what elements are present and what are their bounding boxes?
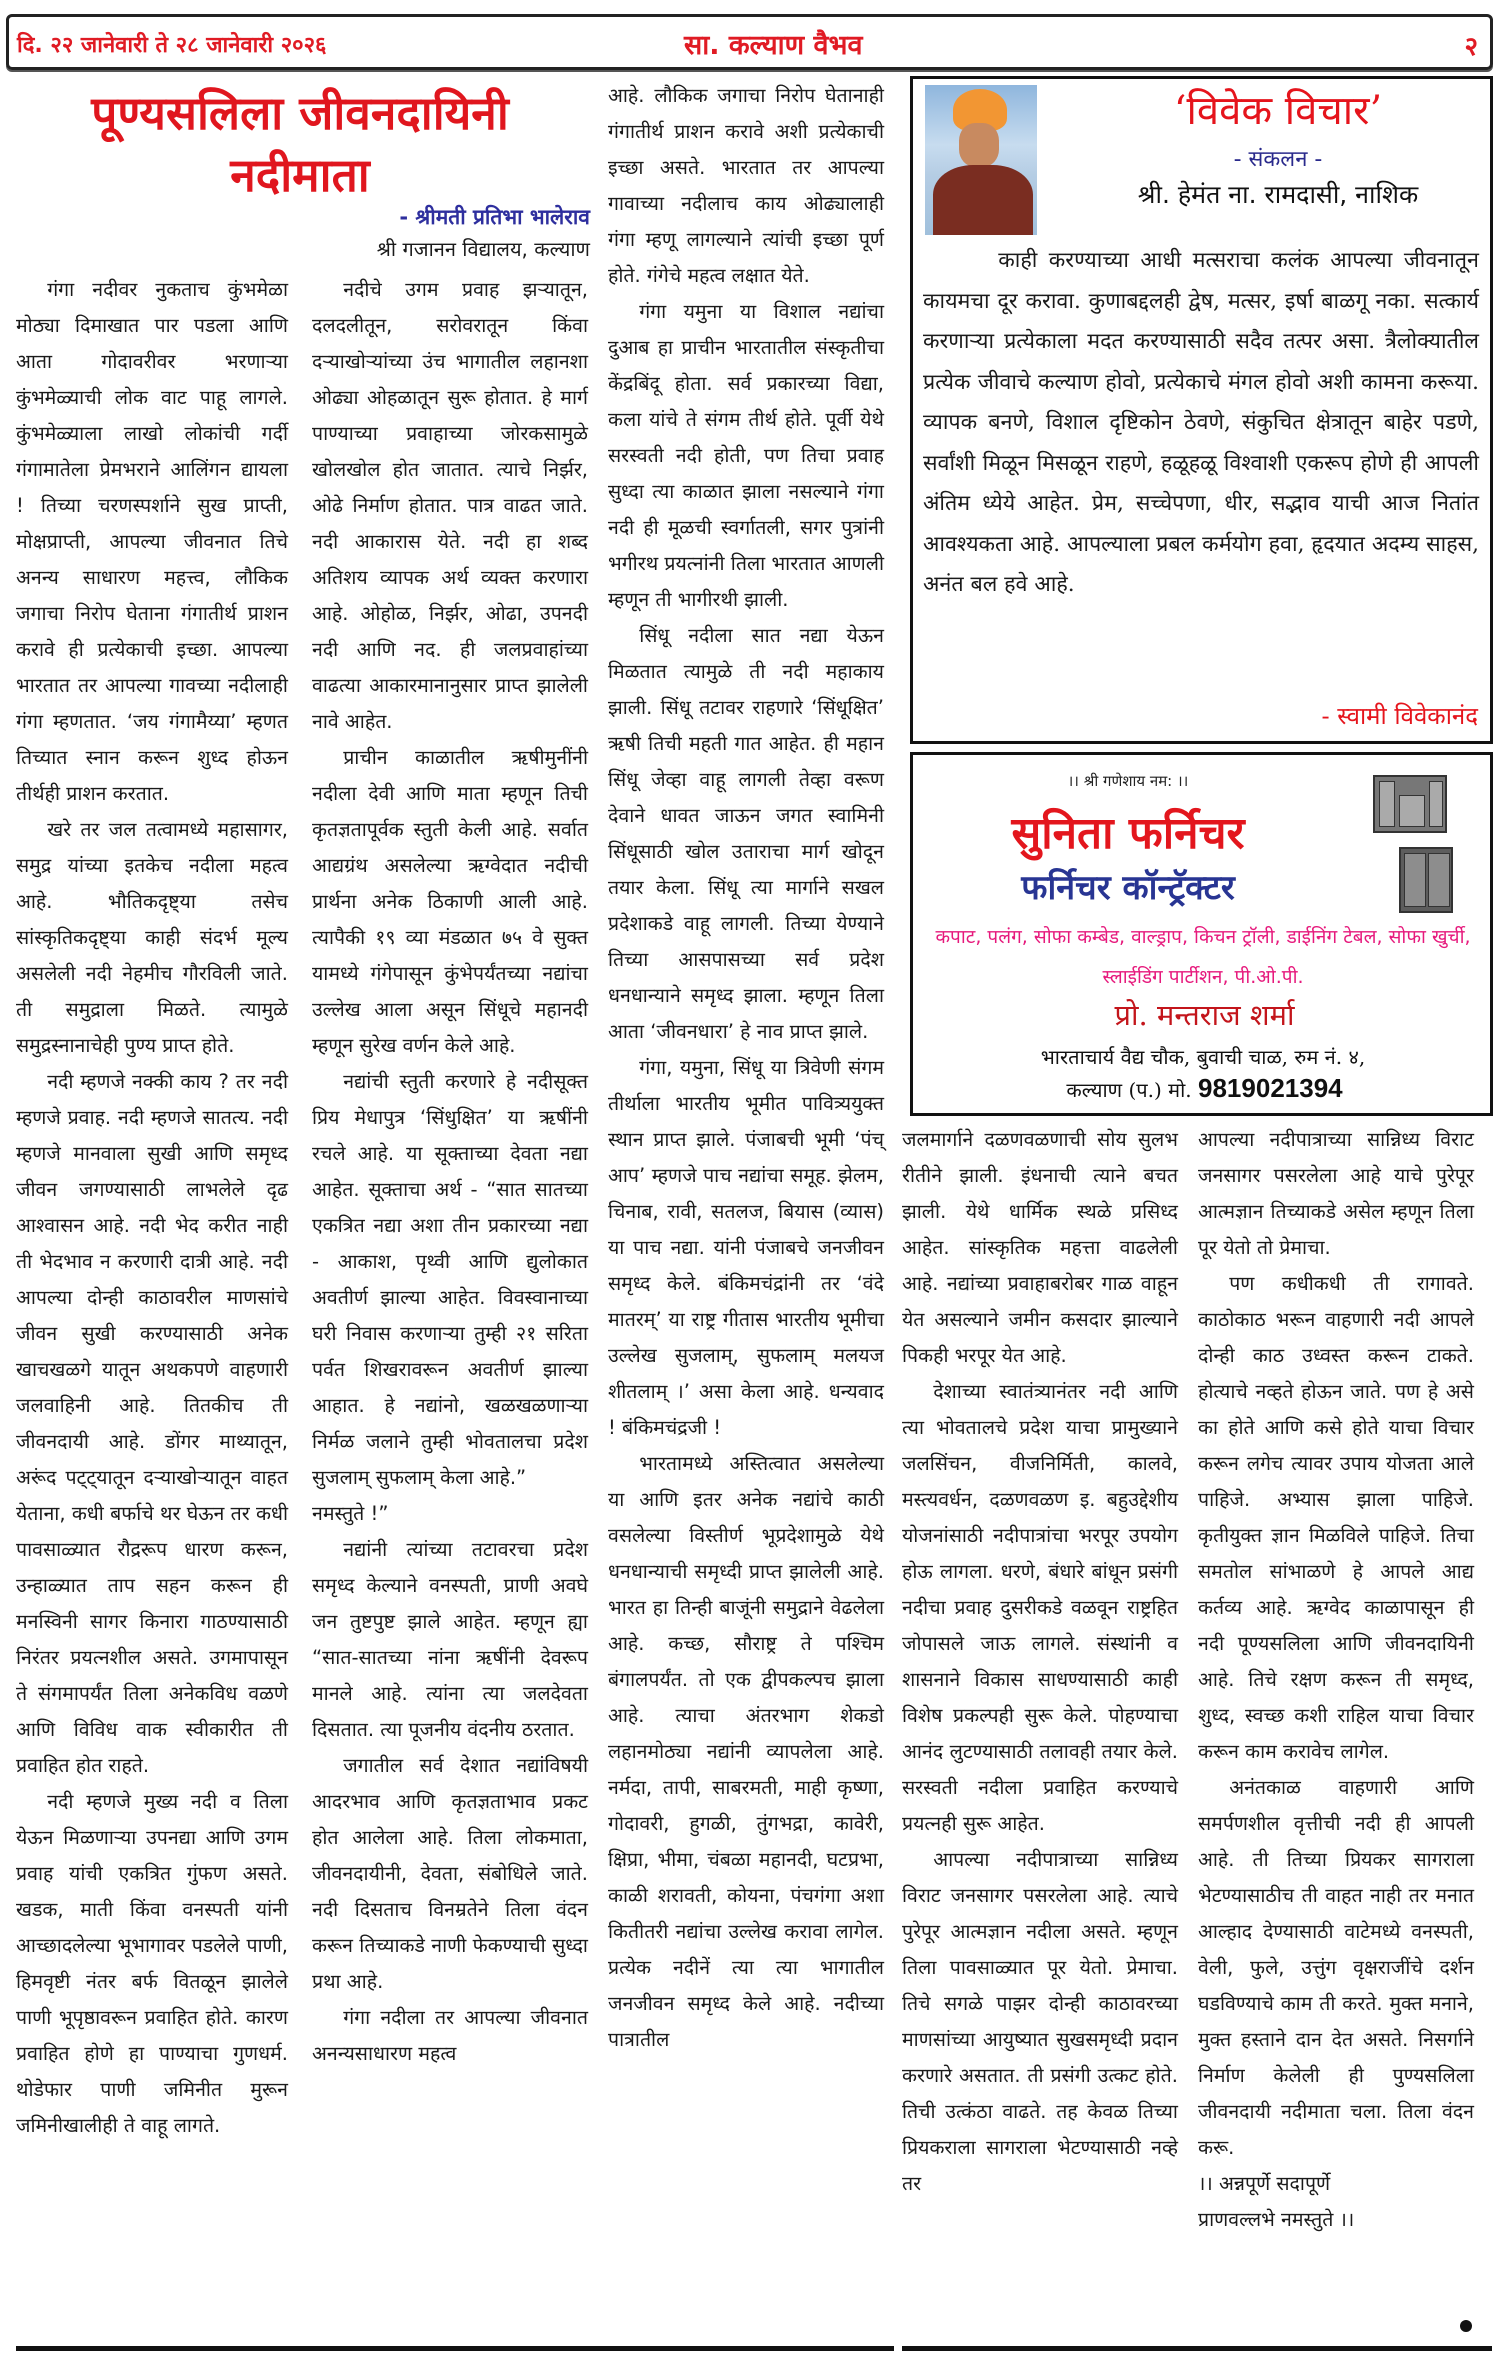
author-affiliation: श्री गजानन विद्यालय, कल्याण (376, 237, 590, 261)
end-of-article-bullet-icon (1460, 2320, 1472, 2332)
ad-invocation: ।। श्री गणेशाय नम: ।। (1067, 772, 1189, 790)
quote-text: काही करण्याच्या आधी मत्सराचा कलंक आपल्या जीवनातून कायमचा दूर करावा. कुणाबद्दलही द्वेष, मत्सर, इर्षा बाळगू नका. सत्कार्य करणाऱ्या प्रत्येकाला मदत करण्यासाठी सदैव तत्पर असा. त्रैलोक्यातील प्रत्येक जीवाचे कल्याण होवो, प्रत्येकाचे मंगल होवो अशी कामना करूया. व्यापक बनणे, विशाल दृष्टिकोन ठेवणे, संकुचित क्षेत्रातून बाहेर पडणे, सर्वांशी मिळून मिसळून राहणे, हळूहळू विश्वाशी एकरूप होणे ही आपली अंतिम ध्येये आहेत. प्रेम, सच्चेपणा, धीर, सद्भाव याची आज नितांत आवश्यकता आहे. आपल्याला प्रबल कर्मयोग हवा, हृदयात अदम्य साहस, अनंत बल हवे आहे. (923, 248, 1479, 597)
page-number: २ (1464, 32, 1478, 62)
wardrobe-image (1373, 775, 1447, 833)
paragraph: जलमार्गाने दळणवळणाची सोय सुलभ रीतीने झाली. इंधनाची त्याने बचत झाली. येथे धार्मिक स्थळे प्रसिध्द आहेत. सांस्कृतिक महत्ता वाढलेली आहे. नद्यांच्या प्रवाहाबरोबर गाळ वाहून येत असल्याने जमीन कसदार झाल्याने पिकही भरपूर येत आहे. (902, 1128, 1178, 1367)
bottom-divider (16, 2346, 894, 2351)
paragraph: नद्यांनी त्यांच्या तटावरचा प्रदेश समृध्द केल्याने वनस्पती, प्राणी अवघे जन तुष्टपुष्ट झाले आहेत. म्हणून ह्या “सात-सातच्या नांना ऋषींनी देवरूप मानले आहे. त्यांना त्या जलदेवता दिसतात. त्या पूजनीय वंदनीय ठरतात. (312, 1538, 588, 1741)
paragraph: देशाच्या स्वातंत्र्यानंतर नदी आणि त्या भोवतालचे प्रदेश याचा प्रामुख्याने जलसिंचन, वीजनिर्मिती, कालवे, मस्त्यवर्धन, दळणवळण इ. बहुउद्देशीय योजनांसाठी नदीपात्रांचा भरपूर उपयोग होऊ लागला. धरणे, बंधारे बांधून प्रसंगी नदीचा प्रवाह दुसरीकडे वळवून राष्ट्रहित जोपासले जाऊ लागले. संस्थांनी व शासनाने विकास साधण्यासाठी काही विशेष प्रकल्पही सुरू केले. पोहण्याचा आनंद लुटण्यासाठी तलावही तयार केले. सरस्वती नदीला प्रवाहित करण्याचे प्रयत्नही सुरू आहेत. (902, 1380, 1178, 1835)
paragraph: नदीचे उगम प्रवाह झऱ्यातून, दलदलीतून, सरोवरातून किंवा दऱ्याखोऱ्यांच्या उंच भागातील लहानशा ओढ्या ओहळातून सुरू होतात. हे मार्ग पाण्याच्या प्रवाहाच्या जोरकसामुळे खोलखोल होत जातात. त्याचे निर्झर, ओढे निर्माण होतात. पात्र वाढत जाते. नदी आकारास येते. नदी हा शब्द अतिशय व्यापक अर्थ व्यक्त करणारा आहे. ओहोळ, निर्झर, ओढा, उपनदी नदी आणि नद. ही जलप्रवाहांच्या वाढत्या आकारमानानुसार प्राप्त झालेली नावे आहेत. (312, 278, 588, 733)
newspaper-title: सा. कल्याण वैभव (684, 30, 863, 61)
compilation-label: - संकलन - (1233, 147, 1323, 172)
headline-line-2: नदीमाता (230, 148, 370, 202)
paragraph: नमस्तुते !” (312, 1502, 389, 1525)
paragraph: सिंधू नदीला सात नद्या येऊन मिळतात त्यामुळे ती नदी महाकाय झाली. सिंधू तटावर राहणारे ‘सिंधूक्षित’ ऋषी तिची महती गात आहेत. ही महान सिंधू जेव्हा वाहू लागली तेव्हा वरूण देवाने धावत जाऊन जगत स्वामिनी सिंधूसाठी खोल उताराचा मार्ग खोदून तयार केला. सिंधू त्या मार्गाने सखल प्रदेशाकडे वाहू लागली. तिच्या येण्याने तिच्या आसपासच्या सर्व प्रदेश धनधान्याने समृध्द झाला. म्हणून तिला आता ‘जीवनधारा’ हे नाव प्राप्त झाले. (608, 624, 884, 1043)
ad-proprietor: प्रो. मन्तराज शर्मा (1114, 998, 1295, 1032)
paragraph: खरे तर जल तत्वामध्ये महासागर, समुद्र यांच्या इतकेच नदीला महत्व आहे. भौतिकदृष्ट्या तसेच सांस्कृतिकदृष्ट्या काही संदर्भ मूल्य असलेली नदी नेहमीच गौरविली जाते. ती समुद्राला मिळते. त्यामुळे समुद्रस्नानाचेही पुण्य प्राप्त होते. (16, 818, 288, 1057)
paragraph: अनंतकाळ वाहणारी आणि समर्पणशील वृत्तीची नदी ही आपली आहे. ती तिच्या प्रियकर सागराला भेटण्यासाठीच ती वाहत नाही तर मनात आल्हाद देण्यासाठी वाटेमध्ये वनस्पती, वेली, फुले, उत्तुंग वृक्षराजींचे दर्शन घडविण्याचे काम ती करते. मुक्त मनाने, मुक्त हस्ताने दान देत असते. निसर्गाने निर्माण केलेली ही पुण्यसलिला जीवनदायी नदीमाता चला. तिला वंदन करू. (1198, 1776, 1474, 2159)
paragraph: गंगा, यमुना, सिंधू या त्रिवेणी संगम तीर्थाला भारतीय भूमीत पावित्र्ययुक्त स्थान प्राप्त झाले. पंजाबची भूमी ‘पंच् आप’ म्हणजे पाच नद्यांचा समूह. झेलम, चिनाब, रावी, सतलज, बियास (व्यास) या पाच नद्या. यांनी पंजाबचे जनजीवन समृध्द केले. बंकिमचंद्रांनी तर ‘वंदे मातरम्’ या राष्ट्र गीतास भारतीय भूमीचा उल्लेख सुजलाम्, सुफलाम् मलयज शीतलाम् ।’ असा केला आहे. धन्यवाद ! बंकिमचंद्रजी ! (608, 1056, 884, 1439)
phone-label: मो. (1168, 1078, 1192, 1102)
paragraph: पण कधीकधी ती रागावते. काठोकाठ भरून वाहणारी नदी आपले दोन्ही काठ उध्वस्त करून टाकते. होत्याचे नव्हते होऊन जाते. पण हे असे का होते आणि कसे होते याचा विचार करून लगेच त्यावर उपाय योजता आले पाहिजे. अभ्यास झाला पाहिजे. कृतीयुक्त ज्ञान मिळविले पाहिजे. तिचा समतोल सांभाळणे हे आपले आद्य कर्तव्य आहे. ऋग्वेद काळापासून ही नदी पूण्यसलिला आणि जीवनदायिनी आहे. तिचे रक्षण करून ती समृध्द, शुध्द, स्वच्छ कशी राहिल याचा विचार करून काम करावेच लागेल. (1198, 1272, 1474, 1763)
paragraph: आहे. लौकिक जगाचा निरोप घेतानाही गंगातीर्थ प्राशन करावे अशी प्रत्येकाची इच्छा असते. भारतात तर आपल्या गावाच्या नदीलाच काय ओढ्यालाही गंगा म्हणू लागल्याने त्यांची इच्छा पूर्ण होते. गंगेचे महत्व लक्षात येते. (608, 84, 884, 287)
article-headline (10, 82, 590, 206)
headline-line-1: पूण्यसलिला जीवनदायिनी (91, 86, 509, 140)
vivekananda-portrait (925, 85, 1037, 235)
paragraph: नद्यांची स्तुती करणारे हे नदीसूक्त प्रिय मेधापुत्र ‘सिंधुक्षित’ या ऋषींनी रचले आहे. या सूक्ताच्या देवता नद्या आहेत. सूक्ताचा अर्थ - “सात सातच्या एकत्रित नद्या अशा तीन प्रकारच्या नद्या - आकाश, पृथ्वी आणि द्युलोकात अवतीर्ण झाल्या आहेत. विवस्वानाच्या घरी निवास करणाऱ्या तुम्ही २१ सरिता पर्वत शिखरावरून अवतीर्ण झाल्या आहात. हे नद्यांनो, खळखळणाऱ्या निर्मळ जलाने तुम्ही भोवतालचा प्रदेश सुजलाम् सुफलाम् केला आहे.” (312, 1070, 588, 1489)
vivek-vichar-box (910, 76, 1493, 744)
paragraph: आपल्या नदीपात्राच्या सान्निध्य विराट जनसागर पसरलेला आहे. त्याचे पुरेपूर आत्मज्ञान नदीला असते. म्हणून तिला पावसाळ्यात पूर येतो. प्रेमाचा. तिचे सगळे पाझर दोन्ही काठावरच्या माणसांच्या आयुष्यात सुखसमृध्दी प्रदान करणारे असतात. ती प्रसंगी उत्कट होते. तिची उत्कंठा वाढते. तह केवळ तिच्या प्रियकराला सागराला भेटण्यासाठी नव्हे तर (902, 1848, 1178, 2195)
bottom-divider (902, 2346, 1492, 2351)
ad-subtitle: फर्निचर कॉन्ट्रॅक्टर (1021, 868, 1235, 908)
article-column-2 (312, 272, 588, 2072)
compiler-name: श्री. हेमंत ना. रामदासी, नाशिक (1137, 180, 1419, 209)
ad-business-name: सुनिता फर्निचर (1011, 808, 1245, 859)
ad-city: कल्याण (प.) (1066, 1078, 1162, 1102)
closing-verse-1: ।। अन्नपूर्णे सदापूर्णे (1198, 2172, 1331, 2195)
portrait-robe (933, 165, 1033, 235)
paragraph: प्राचीन काळातील ऋषीमुनींनी नदीला देवी आणि माता म्हणून तिची कृतज्ञतापूर्वक स्तुती केली आहे. सर्वात आद्यग्रंथ असलेल्या ऋग्वेदात नदीची प्रार्थना अनेक ठिकाणी आली आहे. त्यापैकी १९ व्या मंडळात ७५ वे सुक्त यामध्ये गंगेपासून कुंभेपर्यंतच्या नद्यांचा उल्लेख आला असून सिंधूचे महानदी म्हणून सुरेख वर्णन केले आहे. (312, 746, 588, 1057)
ad-contact-line (913, 1073, 1496, 1104)
paragraph: गंगा नदीवर नुकताच कुंभमेळा मोठ्या दिमाखात पार पडला आणि आता गोदावरीवर भरणाऱ्या कुंभमेळ्याची लोक वाट पाहू लागले. कुंभमेळ्याला लाखो लोकांची गर्दी गंगामातेला प्रेमभराने आलिंगन द्यायला ! तिच्या चरणस्पर्शाने सुख प्राप्ती, मोक्षप्राप्ती, आपल्या जीवनात तिचे अनन्य साधारण महत्त्व, लौकिक जगाचा निरोप घेताना गंगातीर्थ प्राशन करावे ही प्रत्येकाची इच्छा. आपल्या भारतात तर आपल्या गावच्या नदीलाही गंगा म्हणतात. ‘जय गंगामैय्या’ म्हणत तिच्यात स्नान करून शुध्द होऊन तीर्थही प्राशन करतात. (16, 278, 288, 805)
portrait-face (959, 123, 999, 167)
issue-date: दि. २२ जानेवारी ते २८ जानेवारी २०२६ (17, 33, 327, 58)
article-column-4 (902, 1122, 1178, 2202)
article-column-5 (1198, 1122, 1474, 2238)
paragraph: गंगा यमुना या विशाल नद्यांचा दुआब हा प्राचीन भारतातील संस्कृतीचा केंद्रबिंदू होता. सर्व प्रकारच्या विद्या, कला यांचे ते संगम तीर्थ होते. पूर्वी येथे सरस्वती नदी होती, पण तिचा प्रवाह सुध्दा त्या काळात झाला नसल्याने गंगा नदी ही मूळची स्वर्गातली, सगर पुत्रांनी भगीरथ प्रयत्नांनी तिला भारतात आणली म्हणून ती भागीरथी झाली. (608, 300, 884, 611)
ad-product-list: कपाट, पलंग, सोफा कम्बेड, वाल्ड्राप, किचन ट्रॉली, डाईनिंग टेबल, सोफा खुर्ची, स्लाईडिंग पार्टीशन, पी.ओ.पी. (935, 926, 1471, 988)
paragraph: नदी म्हणजे नक्की काय ? तर नदी म्हणजे प्रवाह. नदी म्हणजे सातत्य. नदी म्हणजे मानवाला सुखी आणि समृध्द जीवन जगण्यासाठी लाभलेले दृढ आश्वासन आहे. नदी भेद करीत नाही ती भेदभाव न करणारी दात्री आहे. नदी आपल्या दोन्ही काठावरील माणसांचे जीवन सुखी करण्यासाठी अनेक खाचखळगे यातून अथकपणे वाहणारी जलवाहिनी आहे. तितकीच ती जीवनदायी आहे. डोंगर माथ्यातून, अरूंद पट्ट्यातून दऱ्याखोऱ्यातून वाहत येताना, कधी बर्फाचे थर घेऊन तर कधी पावसाळ्यात रौद्ररूप धारण करून, उन्हाळ्यात ताप सहन करून ही मनस्विनी सागर किनारा गाठण्यासाठी निरंतर प्रयत्नशील असते. उगमापासून ते संगमापर्यंत तिला अनेकविध वळणे आणि विविध वाक स्वीकारीत ती प्रवाहित होत राहते. (16, 1070, 288, 1777)
phone-number: 9819021394 (1198, 1073, 1343, 1103)
page-header (6, 14, 1493, 70)
paragraph: गंगा नदीला तर आपल्या जीवनात अनन्यसाधारण महत्व (312, 2006, 588, 2065)
article-byline: - श्रीमती प्रतिभा भालेराव (399, 205, 590, 229)
paragraph: नदी म्हणजे मुख्य नदी व तिला येऊन मिळणाऱ्या उपनद्या आणि उगम प्रवाह यांची एकत्रित गुंफण असते. खडक, माती किंवा वनस्पती यांनी आच्छादलेल्या भूभागावर पडलेले पाणी, हिमवृष्टी नंतर बर्फ वितळून झालेले पाणी भूपृष्ठावरून प्रवाहित होते. कारण प्रवाहित होणे हा पाण्याचा गुणधर्म. थोडेफार पाणी जमिनीत मुरून जमिनीखालीही ते वाहू लागते. (16, 1790, 288, 2137)
ad-address: भारताचार्य वैद्य चौक, बुवाची चाळ, रुम नं. ४, (1040, 1045, 1366, 1069)
article-column-3 (608, 78, 884, 2058)
paragraph: जगातील सर्व देशात नद्यांविषयी आदरभाव आणि कृतज्ञताभाव प्रकट होत आलेला आहे. तिला लोकमाता, जीवनदायीनी, देवता, संबोधिले जाते. नदी दिसताच विनम्रतेने तिला वंदन करून तिच्याकडे नाणी फेकण्याची सुध्दा प्रथा आहे. (312, 1754, 588, 1993)
paragraph: आपल्या नदीपात्राच्या सान्निध्य विराट जनसागर पसरलेला आहे याचे पुरेपूर आत्मज्ञान तिच्याकडे असेल म्हणून तिला पूर येतो तो प्रेमाचा. (1198, 1128, 1474, 1259)
article-column-1 (16, 272, 288, 2144)
closing-verse-2: प्राणवल्लभे नमस्तुते ।। (1198, 2208, 1355, 2231)
furniture-advertisement (910, 752, 1493, 1116)
vivek-vichar-title: ‘विवेक विचार’ (1173, 88, 1383, 134)
cupboard-image (1399, 847, 1453, 913)
quote-body (923, 241, 1479, 606)
paragraph: भारतामध्ये अस्तित्वात असलेल्या या आणि इतर अनेक नद्यांचे काठी वसलेल्या विस्तीर्ण भूप्रदेशामुळे येथे धनधान्याची समृध्दी प्राप्त झालेली आहे. भारत हा तिन्ही बाजूंनी समुद्राने वेढलेला आहे. कच्छ, सौराष्ट्र ते पश्चिम बंगालपर्यंत. तो एक द्वीपकल्पच झाला आहे. त्याचा अंतरभाग शेकडो लहानमोठ्या नद्यांनी व्यापलेला आहे. नर्मदा, तापी, साबरमती, माही कृष्णा, गोदावरी, हुगळी, तुंगभद्रा, कावेरी, क्षिप्रा, भीमा, चंबळा महानदी, घटप्रभा, काळी शरावती, कोयना, पंचगंगा अशा कितीतरी नद्यांचा उल्लेख करावा लागेल. प्रत्येक नदीनें त्या त्या भागातील जनजीवन समृध्द केले आहे. नदीच्या पात्रातील (608, 1452, 884, 2051)
quote-signature: - स्वामी विवेकानंद (1321, 702, 1478, 730)
